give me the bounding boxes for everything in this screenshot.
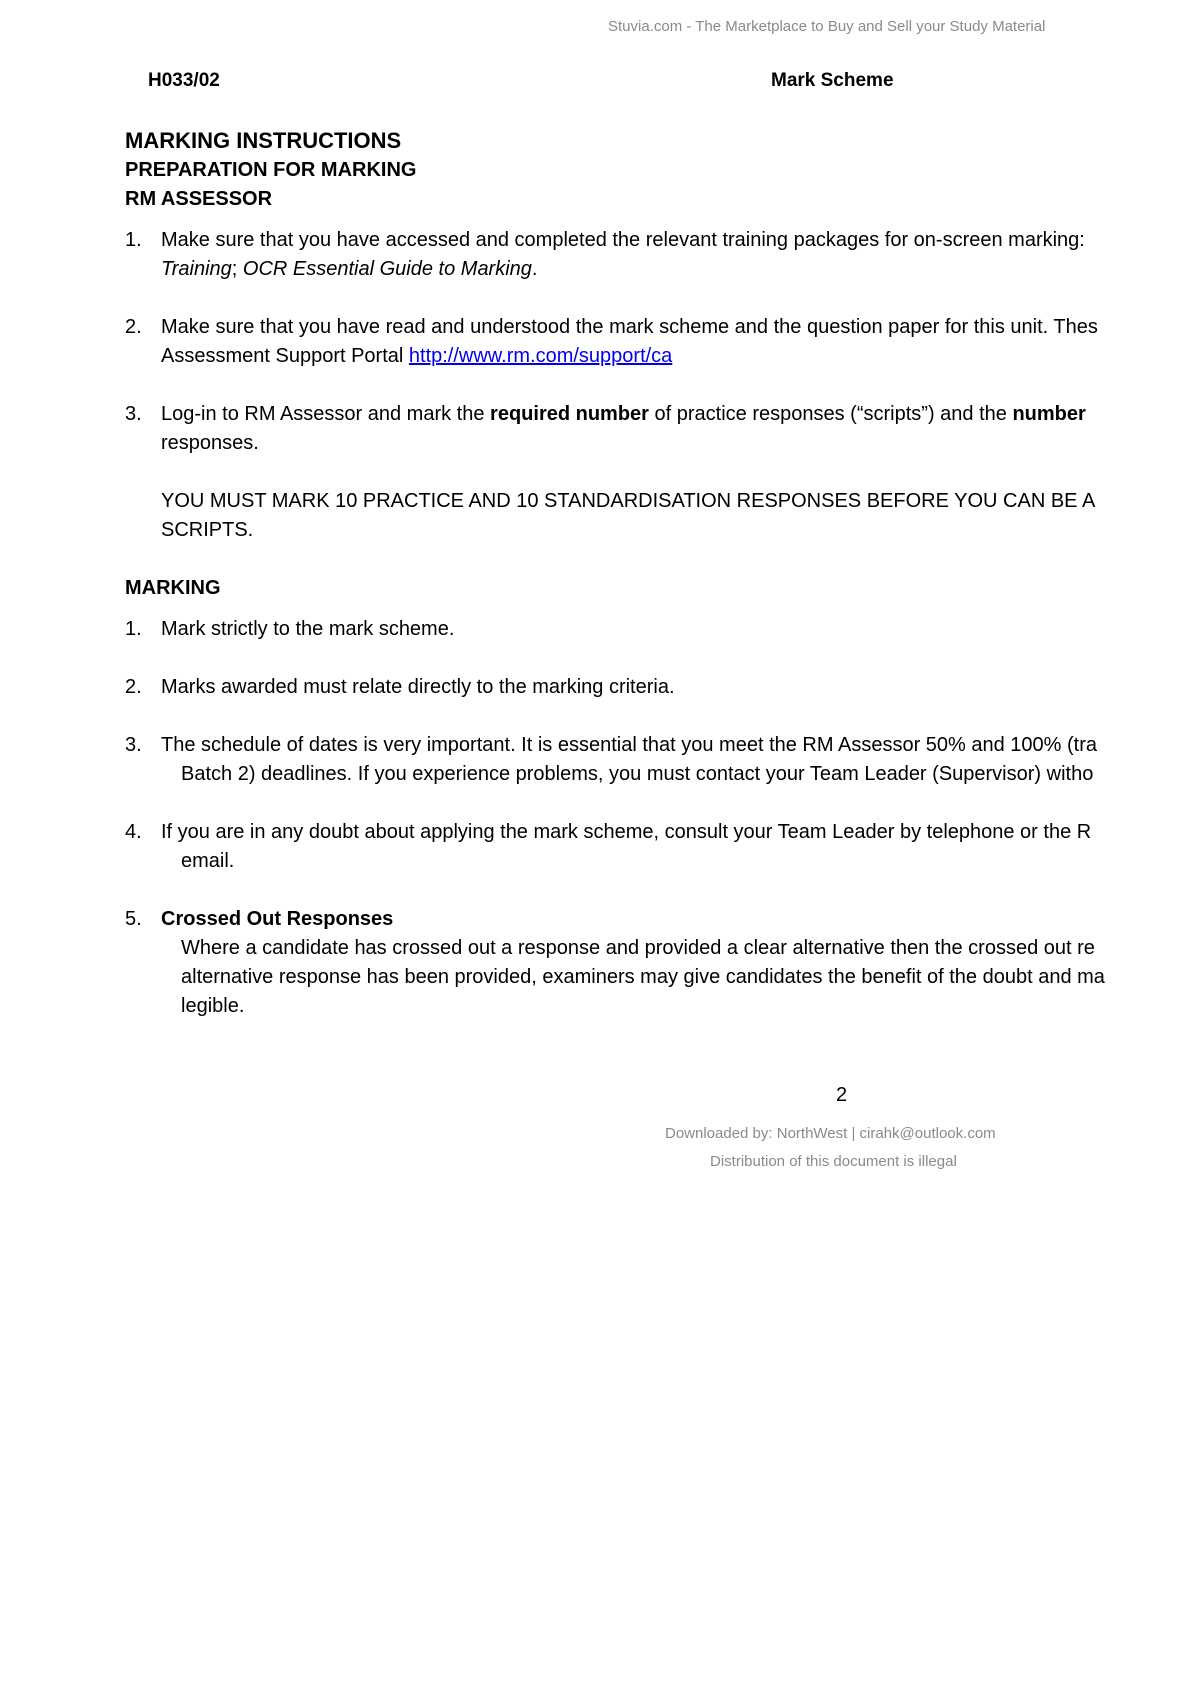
text-segment: of practice responses (“scripts”) and the — [648, 403, 1013, 425]
item-number: 1. — [125, 618, 142, 640]
item-text: Marks awarded must relate directly to the marking criteria. — [161, 676, 675, 698]
item-text-continued: email. — [181, 850, 235, 872]
item-number: 5. — [125, 908, 142, 930]
item-text-continued: Batch 2) deadlines. If you experience problems, you must contact your Team Leader (Supervisor) witho — [181, 763, 1094, 785]
item-text: Where a candidate has crossed out a response and provided a clear alternative then the crossed out re — [181, 937, 1095, 959]
note-text: YOU MUST MARK 10 PRACTICE AND 10 STANDARDISATION RESPONSES BEFORE YOU CAN BE A — [161, 490, 1096, 512]
period: . — [531, 258, 538, 280]
list-item — [125, 400, 1191, 545]
list-item — [125, 673, 1191, 702]
item-number: 2. — [125, 676, 142, 698]
list-item — [125, 615, 1191, 644]
heading-rm-assessor: RM ASSESSOR — [125, 188, 273, 210]
item-number: 3. — [125, 734, 142, 756]
list-item — [125, 905, 1191, 1021]
item-text: Make sure that you have read and understood the mark scheme and the question paper for this unit. Thes — [161, 316, 1098, 338]
item-text: The schedule of dates is very important. It is essential that you meet the RM Assessor 50% and 100% (tra — [161, 734, 1098, 756]
item-text: If you are in any doubt about applying the mark scheme, consult your Team Leader by telephone or the R — [161, 821, 1092, 843]
item-note — [161, 487, 1191, 545]
portal-label: Assessment Support Portal — [161, 345, 409, 367]
preparation-list — [125, 226, 1191, 545]
item-text: Mark strictly to the mark scheme. — [161, 618, 455, 640]
item-number: 4. — [125, 821, 142, 843]
item-text-continued — [161, 342, 1191, 371]
heading-marking: MARKING — [125, 577, 221, 599]
paper-code: H033/02 — [148, 70, 220, 91]
item-text-continued: legible. — [181, 995, 245, 1017]
document-title: Mark Scheme — [771, 70, 894, 91]
item-title: Crossed Out Responses — [161, 908, 394, 930]
note-text-continued: SCRIPTS. — [161, 519, 254, 541]
bold-number: number — [1012, 403, 1086, 425]
guide-title: OCR Essential Guide to Marking — [242, 258, 532, 280]
text-segment: Log-in to RM Assessor and mark the — [161, 403, 491, 425]
download-watermark: Downloaded by: NorthWest | cirahk@outlook.com — [665, 1125, 996, 1142]
item-text-continued: responses. — [161, 432, 259, 454]
item-text: Make sure that you have accessed and completed the relevant training packages for on-screen marking: — [161, 229, 1085, 251]
item-text-continued: alternative response has been provided, examiners may give candidates the benefit of the doubt and ma — [181, 966, 1105, 988]
list-item — [125, 226, 1191, 284]
item-text — [161, 400, 1191, 429]
distribution-notice: Distribution of this document is illegal — [710, 1153, 957, 1170]
list-item — [125, 818, 1191, 876]
marking-list — [125, 615, 1191, 1021]
item-number: 2. — [125, 316, 142, 338]
training-title: Training — [161, 258, 232, 280]
item-text-continued — [161, 255, 1191, 284]
heading-preparation: PREPARATION FOR MARKING — [125, 159, 417, 181]
item-number: 3. — [125, 403, 142, 425]
list-item — [125, 731, 1191, 789]
bold-required-number: required number — [490, 403, 649, 425]
page-number: 2 — [836, 1084, 848, 1106]
stuvia-watermark: Stuvia.com - The Marketplace to Buy and Sell your Study Material — [608, 18, 1046, 35]
main-content — [125, 126, 1191, 1050]
heading-marking-instructions: MARKING INSTRUCTIONS — [125, 128, 402, 153]
item-number: 1. — [125, 229, 142, 251]
separator: ; — [231, 258, 243, 280]
support-portal-link[interactable]: http://www.rm.com/support/ca — [408, 345, 673, 367]
list-item — [125, 313, 1191, 371]
